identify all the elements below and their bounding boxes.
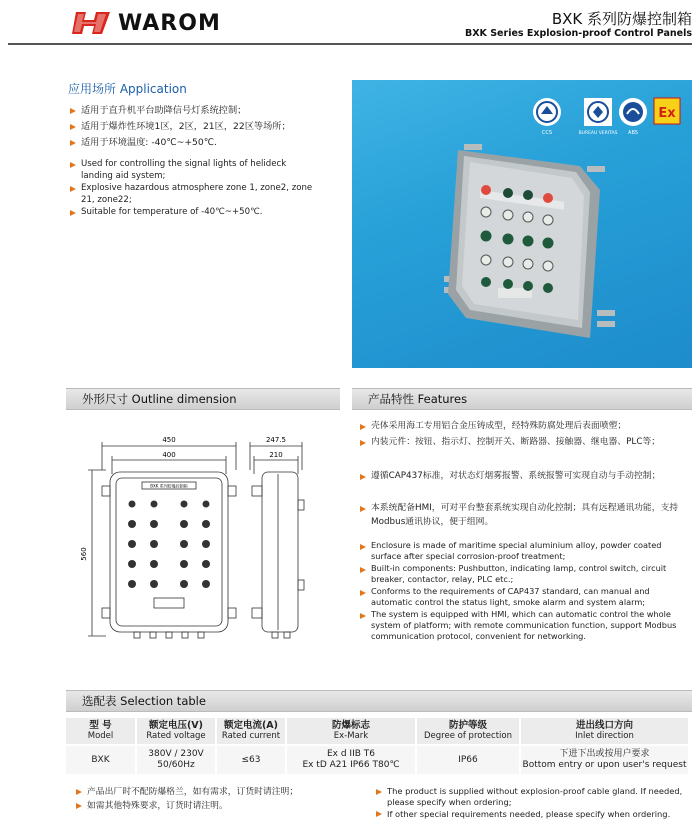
- feature-cn-item: 遵循CAP437标准，对状态灯烟雾报警、系统报警可实现自动与手动控制；: [360, 470, 690, 484]
- bureau-veritas-badge-icon: [584, 98, 612, 126]
- outline-drawing: [66, 430, 350, 650]
- cell-protection: IP66: [416, 745, 520, 774]
- header-divider: [8, 43, 692, 45]
- brand-name: WAROM: [118, 10, 221, 36]
- feature-cn-item: 壳体采用海工专用铝合金压铸成型，经特殊防腐处理后表面喷塑；: [360, 420, 692, 434]
- abs-badge-label: ABS: [628, 130, 638, 136]
- feature-cn-item: 内装元件：按钮、指示灯、控制开关、断路器、接触器、继电器、PLC等；: [360, 436, 690, 450]
- feature-en-item: Conforms to the requirements of CAP437 standard, can manual and automatic control the status light, smoke alarm and system alarm;: [360, 586, 692, 608]
- page-title: BXK 系列防爆控制箱: [551, 10, 692, 28]
- outline-button-grid: [128, 501, 210, 589]
- cell-voltage: 380V / 230V 50/60Hz: [136, 745, 216, 774]
- cell-current: ≤63: [216, 745, 286, 774]
- feature-cn-item: 本系统配备HMI，可对平台整套系统实现自动化控制；具有远程通讯功能，支持Modbus通讯协议，便于组网。: [360, 502, 692, 529]
- feature-en-item: Built-in components: Pushbutton, indicating lamp, control switch, circuit breaker, contactor, relay, PLC etc.;: [360, 563, 692, 585]
- page-subtitle: BXK Series Explosion-proof Control Panels: [464, 28, 692, 39]
- cell-inlet: 下进下出或按用户要求 Bottom entry or upon user's request: [520, 745, 689, 774]
- note-en: If other special requirements needed, please specify when ordering.: [376, 808, 692, 820]
- bureau-veritas-badge-label: BUREAU VERITAS: [578, 131, 618, 136]
- col-exmark: 防爆标志 Ex-Mark: [286, 718, 416, 745]
- application-cn-item: 适用于爆炸性环境1区，2区，21区，22区等场所；: [70, 120, 291, 134]
- col-protection: 防护等级 Degree of protection: [416, 718, 520, 745]
- control-panel-illustration: [352, 80, 692, 368]
- application-cn-item: 适用于环境温度: -40℃~+50℃.: [70, 136, 217, 150]
- dim-height: 560: [80, 547, 88, 561]
- abs-badge-icon: [619, 98, 647, 126]
- note-cn: 产品出厂时不配防爆格兰，如有需求，订货时请注明；: [76, 786, 298, 798]
- dim-width-inner: 400: [162, 451, 176, 459]
- col-current: 额定电流(A) Rated current: [216, 718, 286, 745]
- application-cn-item: 适用于直升机平台助降信号灯系统控制；: [70, 104, 246, 118]
- outline-nameplate-text: BXK 系列防爆控制箱: [150, 483, 188, 489]
- features-section-header: 产品特性 Features: [352, 388, 692, 410]
- dim-depth-inner: 210: [269, 451, 283, 459]
- note-en: The product is supplied without explosion-proof cable gland. If needed, please specify when ordering;: [376, 786, 692, 807]
- col-inlet: 进出线口方向 Inlet direction: [520, 718, 689, 745]
- warom-mark-icon: [72, 10, 114, 36]
- table-header-row: [66, 718, 689, 745]
- dim-depth-outer: 247.5: [265, 436, 287, 444]
- svg-text:Ex: Ex: [658, 106, 676, 121]
- outline-section-header: 外形尺寸 Outline dimension: [66, 388, 340, 410]
- table-row: [66, 745, 689, 774]
- feature-en-item: Enclosure is made of maritime special aluminium alloy, powder coated surface after special corrosion-proof treatment;: [360, 540, 692, 562]
- application-en-item: Suitable for temperature of -40℃~+50℃.: [70, 206, 320, 218]
- application-en-item: Used for controlling the signal lights of helideck landing aid system;: [70, 158, 320, 182]
- application-en-item: Explosive hazardous atmosphere zone 1, zone2, zone 21, zone22;: [70, 182, 320, 206]
- product-photo: [352, 80, 692, 368]
- note-cn: 如需其他特殊要求，订货时请注明。: [76, 800, 228, 812]
- col-voltage: 额定电压(V) Rated voltage: [136, 718, 216, 745]
- cell-model: BXK: [66, 745, 136, 774]
- col-model: 型 号 Model: [66, 718, 136, 745]
- cell-exmark: Ex d IIB T6 Ex tD A21 IP66 T80℃: [286, 745, 416, 774]
- feature-en-item: The system is equipped with HMI, which can automatic control the whole system of platform; with remote communication function, support Modbus communication protocol, convenient for networking.: [360, 609, 692, 643]
- ccs-badge-icon: [533, 98, 561, 126]
- warom-logo: [72, 10, 232, 36]
- selection-table: [66, 718, 690, 774]
- selection-section-header: 选配表 Selection table: [66, 690, 692, 712]
- ex-badge-icon: [654, 98, 680, 124]
- dim-width-outer: 450: [162, 436, 176, 444]
- application-title: 应用场所 Application: [68, 82, 187, 96]
- ccs-badge-label: CCS: [541, 130, 553, 136]
